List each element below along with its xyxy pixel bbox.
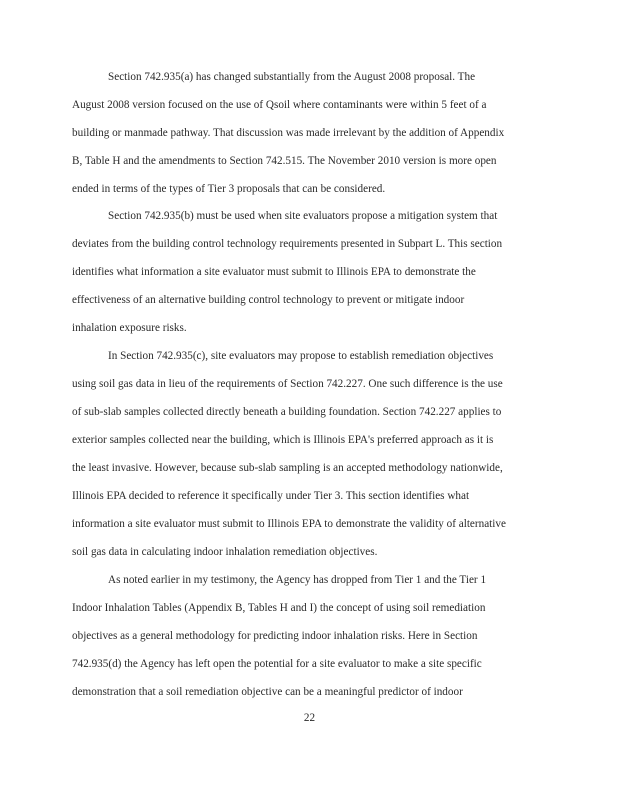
paragraph-1-line-5: ended in terms of the types of Tier 3 proposals that can be considered. [72,183,386,195]
paragraph-4-line-4: 742.935(d) the Agency has left open the potential for a site evaluator to make a site specific [72,658,482,670]
paragraph-1-line-2: August 2008 version focused on the use of Qsoil where contaminants were within 5 feet of a [72,99,487,111]
paragraph-4-line-2: Indoor Inhalation Tables (Appendix B, Tables H and I) the concept of using soil remediation [72,602,486,614]
paragraph-2-line-5: inhalation exposure risks. [72,322,187,334]
paragraph-3-line-4: exterior samples collected near the building, which is Illinois EPA's preferred approach as it is [72,434,494,446]
paragraph-2-line-2: deviates from the building control technology requirements presented in Subpart L. This section [72,238,503,250]
paragraph-3-line-1: In Section 742.935(c), site evaluators may propose to establish remediation objectives [108,350,494,362]
page-number: 22 [303,712,316,724]
paragraph-1-line-1: Section 742.935(a) has changed substantially from the August 2008 proposal. The [108,71,476,83]
paragraph-2-line-1: Section 742.935(b) must be used when site evaluators propose a mitigation system that [108,210,498,222]
paragraph-3-line-5: the least invasive. However, because sub-slab sampling is an accepted methodology nationwide, [72,462,503,474]
paragraph-2-line-3: identifies what information a site evaluator must submit to Illinois EPA to demonstrate the [72,266,476,278]
paragraph-3-line-3: of sub-slab samples collected directly beneath a building foundation. Section 742.227 applies to [72,406,502,418]
paragraph-3-line-8: soil gas data in calculating indoor inhalation remediation objectives. [72,546,378,558]
paragraph-4-line-3: objectives as a general methodology for predicting indoor inhalation risks. Here in Section [72,630,478,642]
paragraph-1-line-3: building or manmade pathway. That discussion was made irrelevant by the addition of Appendix [72,127,505,139]
paragraph-4-line-1: As noted earlier in my testimony, the Agency has dropped from Tier 1 and the Tier 1 [108,574,487,586]
paragraph-2-line-4: effectiveness of an alternative building control technology to prevent or mitigate indoor [72,294,465,306]
paragraph-3-line-7: information a site evaluator must submit to Illinois EPA to demonstrate the validity of alternative [72,518,506,530]
paragraph-1-line-4: B, Table H and the amendments to Section 742.515. The November 2010 version is more open [72,155,497,167]
paragraph-4-line-5: demonstration that a soil remediation objective can be a meaningful predictor of indoor [72,686,463,698]
paragraph-3-line-2: using soil gas data in lieu of the requirements of Section 742.227. One such difference is the use [72,378,503,390]
paragraph-3-line-6: Illinois EPA decided to reference it specifically under Tier 3. This section identifies what [72,490,470,502]
